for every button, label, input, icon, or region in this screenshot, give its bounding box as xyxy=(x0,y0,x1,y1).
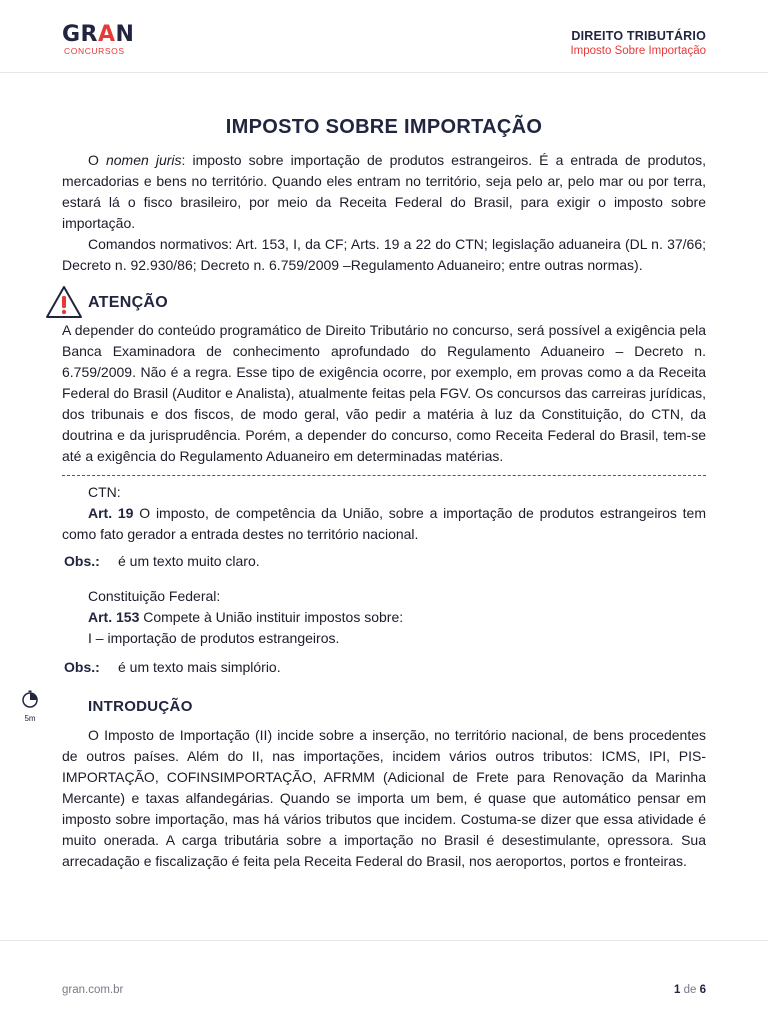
art19-text: O imposto, de competência da União, sobre a importação de produtos estrangeiros tem como fato gerador a entrada destes no território nacional. xyxy=(62,505,707,542)
obs-text: é um texto muito claro. xyxy=(118,553,260,569)
logo-subtitle: CONCURSOS xyxy=(64,46,125,56)
obs-text: é um texto mais simplório. xyxy=(118,659,281,675)
text-span: : imposto sobre importação de produtos estrangeiros. É a entrada de produtos, mercadorias e bens no território. Quando eles entram no território, seja pelo ar, pelo mar ou por terra, estará lá o fisco brasileiro, por meio da Receita Federal do Brasil, para exigir o imposto sobre importação. xyxy=(62,152,706,231)
attention-text: A depender do conteúdo programático de Direito Tributário no concurso, será possível a exigência pela Banca Examinadora de conhecimento aprofundado do Regulamento Aduaneiro – Decreto n. 6.759/2009. Não é a regra. Esse tipo de exigência ocorre, por exemplo, em provas como a da Receita Federal do Brasil (Auditor e Analista), atualmente feitas pela FGV. Os concursos das carreiras jurídicas, dos tribunais e dos fiscos, de modo geral, vão pedir a matéria à luz da Constituição, do CTN, da doutrina e da jurisprudência. Porém, a depender do concurso, como Receita Federal do Brasil, tem-se até a exigência do Regulamento Aduaneiro em determinadas matérias. xyxy=(62,322,706,464)
page-total: 6 xyxy=(699,984,706,996)
introducao-paragraph: O Imposto de Importação (II) incide sobre a inserção, no território nacional, de bens procedentes de outros países. Além do II, nas importações, incidem vários outros tributos: ICMS, IPI, PIS-IMPORTAÇÃO, COFINSIMPORTAÇÃO, AFRMM (Adicional de Frete para Renovação da Marinha Mercante) e taxas alfandegárias. Quando se importa um bem, é quase que automático pensar em imposto sobre importação, mas há vários tributos que incidem. Costuma-se dizer que essa atividade é muito onerada. A carga tributária sobre a importação no Brasil é desestimulante, opressora. Sua arrecadação e fiscalização é feita pela Receita Federal do Brasil, nos aeroportos, portos e fronteiras. xyxy=(62,727,706,869)
dashed-divider xyxy=(62,475,706,476)
obs-note-1 xyxy=(62,551,706,572)
section-title-introducao: INTRODUÇÃO xyxy=(88,698,193,715)
art153-paragraph xyxy=(62,607,706,628)
italic-term: nomen juris xyxy=(105,152,182,168)
timer-icon xyxy=(21,690,39,708)
logo-word: GRAN xyxy=(62,22,135,47)
art19-paragraph xyxy=(62,503,706,545)
art153-item: I – importação de produtos estrangeiros. xyxy=(88,630,340,646)
subject-title: DIREITO TRIBUTÁRIO xyxy=(571,29,706,43)
timer-label: 5m xyxy=(24,714,36,723)
attention-label: ATENÇÃO xyxy=(88,294,169,311)
page-current: 1 xyxy=(674,984,681,996)
subtopic-title: Imposto Sobre Importação xyxy=(570,45,706,57)
obs-label: Obs.: xyxy=(64,553,100,569)
art153-label: Art. 153 xyxy=(88,609,140,625)
text-span: O xyxy=(88,152,106,168)
intro-paragraph-2: Comandos normativos: Art. 153, I, da CF; Arts. 19 a 22 do CTN; legislação aduaneira (DL n. 37/66; Decreto n. 92.930/86; Decreto n. 6.759/2009 –Regulamento Aduaneiro; entre outras normas). xyxy=(62,236,706,273)
header-subject-block xyxy=(570,29,706,57)
reading-timer[interactable] xyxy=(16,690,44,723)
cf-label: Constituição Federal: xyxy=(88,588,221,604)
logo-accent-letter: A xyxy=(98,22,116,47)
warning-triangle-icon xyxy=(44,284,84,320)
ctn-label: CTN: xyxy=(88,484,121,500)
page-header xyxy=(0,0,768,72)
intro-paragraph-1 xyxy=(62,150,706,234)
art153-text: Compete à União instituir impostos sobre: xyxy=(139,609,404,625)
header-divider xyxy=(0,72,768,73)
obs-note-2 xyxy=(62,657,706,678)
footer-divider xyxy=(0,940,768,941)
page-of: de xyxy=(680,984,700,996)
footer-site-link[interactable]: gran.com.br xyxy=(62,984,124,996)
attention-callout xyxy=(62,288,706,320)
page-counter xyxy=(674,984,706,996)
page-title: IMPOSTO SOBRE IMPORTAÇÃO xyxy=(225,116,543,138)
obs-label: Obs.: xyxy=(64,659,100,675)
document-body xyxy=(62,112,706,872)
gran-logo[interactable] xyxy=(62,24,134,56)
art19-label: Art. 19 xyxy=(88,505,134,521)
